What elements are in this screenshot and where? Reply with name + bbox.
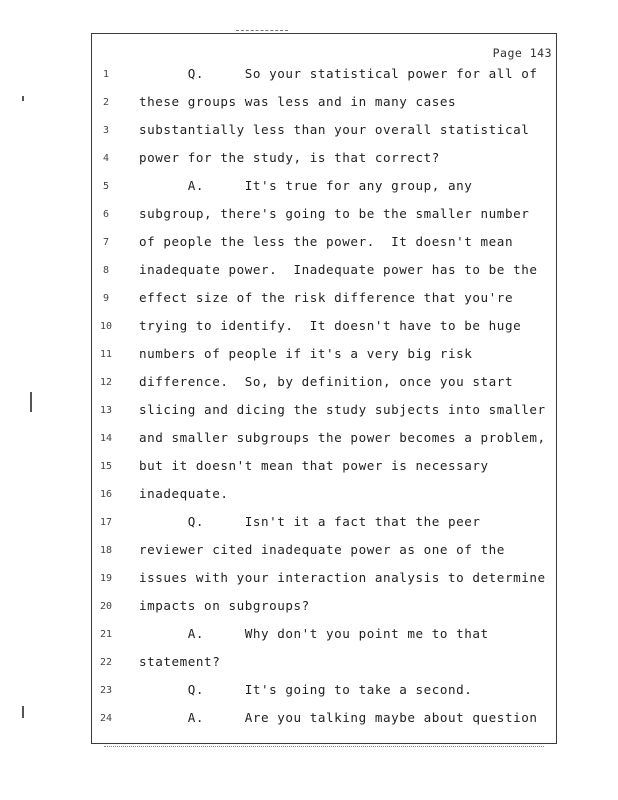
transcript-line: [0, 626, 618, 646]
line-text: impacts on subgroups?: [139, 598, 310, 613]
line-number: 4: [102, 153, 110, 164]
transcript-line: [0, 430, 618, 450]
page-number-header: Page 143: [492, 46, 552, 60]
line-number: 6: [102, 209, 110, 220]
top-scan-marks: [236, 30, 288, 34]
line-number: 22: [99, 657, 113, 668]
transcript-line: [0, 654, 618, 674]
line-text: A. It's true for any group, any: [139, 178, 473, 193]
transcript-line: [0, 318, 618, 338]
line-number: 1: [102, 69, 110, 80]
line-number: 21: [99, 629, 113, 640]
line-text: numbers of people if it's a very big risk: [139, 346, 473, 361]
line-number: 16: [99, 489, 113, 500]
line-text: and smaller subgroups the power becomes a problem,: [139, 430, 546, 445]
line-number: 20: [99, 601, 113, 612]
line-text: effect size of the risk difference that you're: [139, 290, 514, 305]
line-number: 23: [99, 685, 113, 696]
transcript-line: [0, 486, 618, 506]
transcript-line: [0, 374, 618, 394]
line-number: 15: [99, 461, 113, 472]
transcript-line: [0, 402, 618, 422]
line-text: reviewer cited inadequate power as one of the: [139, 542, 505, 557]
line-text: these groups was less and in many cases: [139, 94, 457, 109]
line-number: 3: [102, 125, 110, 136]
transcript-line: [0, 150, 618, 170]
transcript-line: [0, 458, 618, 478]
line-number: 8: [102, 265, 110, 276]
line-text: but it doesn't mean that power is necessary: [139, 458, 489, 473]
transcript-line: [0, 66, 618, 86]
line-number: 7: [102, 237, 110, 248]
line-text: inadequate.: [139, 486, 229, 501]
line-number: 12: [99, 377, 113, 388]
line-text: Q. Isn't it a fact that the peer: [139, 514, 481, 529]
line-text: trying to identify. It doesn't have to be huge: [139, 318, 522, 333]
transcript-line: [0, 178, 618, 198]
line-text: A. Are you talking maybe about question: [139, 710, 538, 725]
line-text: issues with your interaction analysis to determine: [139, 570, 546, 585]
line-text: slicing and dicing the study subjects into smaller: [139, 402, 546, 417]
line-number: 18: [99, 545, 113, 556]
line-text: power for the study, is that correct?: [139, 150, 440, 165]
line-number: 14: [99, 433, 113, 444]
transcript-line: [0, 346, 618, 366]
line-text: difference. So, by definition, once you start: [139, 374, 514, 389]
transcript-line: [0, 262, 618, 282]
line-text: statement?: [139, 654, 221, 669]
line-number: 9: [102, 293, 110, 304]
transcript-line: [0, 598, 618, 618]
line-text: substantially less than your overall statistical: [139, 122, 530, 137]
transcript-line: [0, 234, 618, 254]
transcript-line: [0, 570, 618, 590]
line-text: Q. So your statistical power for all of: [139, 66, 538, 81]
line-number: 24: [99, 713, 113, 724]
transcript-line: [0, 514, 618, 534]
transcript-line: [0, 122, 618, 142]
line-text: inadequate power. Inadequate power has to be the: [139, 262, 538, 277]
transcript-line: [0, 290, 618, 310]
transcript-line: [0, 682, 618, 702]
transcript-line: [0, 206, 618, 226]
bottom-scan-marks: [104, 746, 544, 750]
line-number: 19: [99, 573, 113, 584]
line-number: 17: [99, 517, 113, 528]
transcript-line: [0, 542, 618, 562]
line-number: 2: [102, 97, 110, 108]
line-text: subgroup, there's going to be the smaller number: [139, 206, 530, 221]
line-number: 13: [99, 405, 113, 416]
line-number: 10: [99, 321, 113, 332]
transcript-line: [0, 710, 618, 730]
line-text: A. Why don't you point me to that: [139, 626, 489, 641]
line-text: Q. It's going to take a second.: [139, 682, 473, 697]
line-number: 11: [99, 349, 113, 360]
line-text: of people the less the power. It doesn't mean: [139, 234, 514, 249]
transcript-line: [0, 94, 618, 114]
line-number: 5: [102, 181, 110, 192]
